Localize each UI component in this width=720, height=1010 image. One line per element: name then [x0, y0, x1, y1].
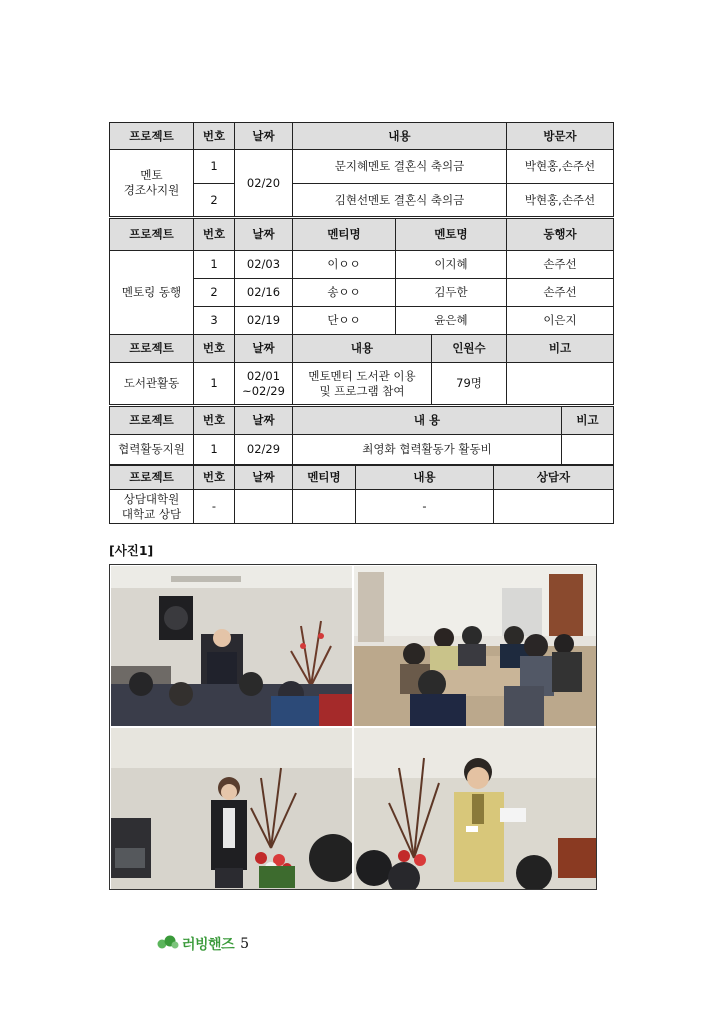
- cell-number: 3: [194, 307, 235, 335]
- cell-content: 최영화 협력활동가 활동비: [293, 435, 562, 465]
- cell-companion: 손주선: [507, 279, 614, 307]
- header-content: 내용: [293, 335, 432, 363]
- cell-number: 1: [194, 363, 235, 405]
- table-row: [110, 435, 614, 465]
- page-footer: [157, 934, 249, 954]
- cell-date: 02/29: [235, 435, 293, 465]
- cell-number: 1: [194, 150, 235, 184]
- table-header-row: [110, 466, 614, 490]
- header-count: 인원수: [432, 335, 507, 363]
- header-mentor: 멘토명: [396, 219, 507, 251]
- cell-date: 02/01 ~02/29: [235, 363, 293, 405]
- cell-count: 79명: [432, 363, 507, 405]
- cell-content: 문지혜멘토 결혼식 축의금: [293, 150, 507, 184]
- header-project: 프로젝트: [110, 123, 194, 150]
- cell-mentor: 이지혜: [396, 251, 507, 279]
- header-date: 날짜: [235, 407, 293, 435]
- photo-man-microphone: [354, 728, 596, 889]
- cell-date: 02/16: [235, 279, 293, 307]
- header-visitor: 방문자: [507, 123, 614, 150]
- header-note: 비고: [507, 335, 614, 363]
- page-number: 5: [240, 936, 250, 952]
- cell-mentee: 이ㅇㅇ: [293, 251, 396, 279]
- header-project: 프로젝트: [110, 466, 194, 490]
- cell-mentor: 윤은혜: [396, 307, 507, 335]
- header-project: 프로젝트: [110, 335, 194, 363]
- cell-project: 협력활동지원: [110, 435, 194, 465]
- photo-group-tables: [354, 566, 596, 726]
- cell-note: [562, 435, 614, 465]
- cell-mentor: 김두한: [396, 279, 507, 307]
- cell-visitor: 박현홍,손주선: [507, 150, 614, 184]
- header-date: 날짜: [235, 219, 293, 251]
- cell-companion: 이은지: [507, 307, 614, 335]
- cell-companion: 손주선: [507, 251, 614, 279]
- header-project: 프로젝트: [110, 407, 194, 435]
- cell-number: 1: [194, 251, 235, 279]
- photo-section-label: [사진1]: [109, 543, 154, 558]
- cell-project: 도서관활동: [110, 363, 194, 405]
- table-row: [110, 363, 614, 405]
- cell-visitor: 박현홍,손주선: [507, 184, 614, 217]
- cell-project: 상담대학원 대학교 상담: [110, 490, 194, 524]
- table-row: [110, 490, 614, 524]
- cell-mentee: 송ㅇㅇ: [293, 279, 396, 307]
- table-row: [110, 251, 614, 279]
- cell-number: 2: [194, 279, 235, 307]
- cell-project: 멘토 경조사지원: [110, 150, 194, 217]
- header-content: 내용: [293, 123, 507, 150]
- cell-note: [507, 363, 614, 405]
- table-counseling: [109, 465, 614, 524]
- header-companion: 동행자: [507, 219, 614, 251]
- header-date: 날짜: [235, 123, 293, 150]
- header-project: 프로젝트: [110, 219, 194, 251]
- table-header-row: [110, 335, 614, 363]
- table-header-row: [110, 407, 614, 435]
- header-number: 번호: [194, 407, 235, 435]
- loving-hands-logo-icon: [157, 935, 179, 953]
- table-library-activity: [109, 334, 614, 405]
- header-number: 번호: [194, 219, 235, 251]
- table-condolence-support: [109, 122, 614, 217]
- table-cooperation-support: [109, 406, 614, 465]
- cell-content: 김현선멘토 결혼식 축의금: [293, 184, 507, 217]
- table-row: [110, 150, 614, 184]
- cell-date: 02/03: [235, 251, 293, 279]
- header-number: 번호: [194, 123, 235, 150]
- photo-grid: [109, 564, 597, 890]
- header-counselor: 상담자: [494, 466, 614, 490]
- header-date: 날짜: [235, 335, 293, 363]
- header-number: 번호: [194, 466, 235, 490]
- table-header-row: [110, 219, 614, 251]
- cell-number: 2: [194, 184, 235, 217]
- cell-counselor: [494, 490, 614, 524]
- photo-lecture-room: [111, 566, 352, 726]
- cell-mentee: [293, 490, 356, 524]
- cell-project: 멘토링 동행: [110, 251, 194, 335]
- logo-text: 러빙핸즈: [182, 937, 235, 953]
- photo-woman-speaking: [111, 728, 352, 889]
- cell-number: 1: [194, 435, 235, 465]
- header-note: 비고: [562, 407, 614, 435]
- header-content: 내용: [356, 466, 494, 490]
- header-content: 내 용: [293, 407, 562, 435]
- cell-mentee: 단ㅇㅇ: [293, 307, 396, 335]
- cell-date: [235, 490, 293, 524]
- header-number: 번호: [194, 335, 235, 363]
- header-mentee: 멘티명: [293, 219, 396, 251]
- header-date: 날짜: [235, 466, 293, 490]
- cell-date: 02/20: [235, 150, 293, 217]
- table-mentoring-accompany: [109, 218, 614, 335]
- header-mentee: 멘티명: [293, 466, 356, 490]
- cell-content: 멘토멘티 도서관 이용 및 프로그램 참여: [293, 363, 432, 405]
- cell-content: -: [356, 490, 494, 524]
- cell-number: -: [194, 490, 235, 524]
- table-header-row: [110, 123, 614, 150]
- cell-date: 02/19: [235, 307, 293, 335]
